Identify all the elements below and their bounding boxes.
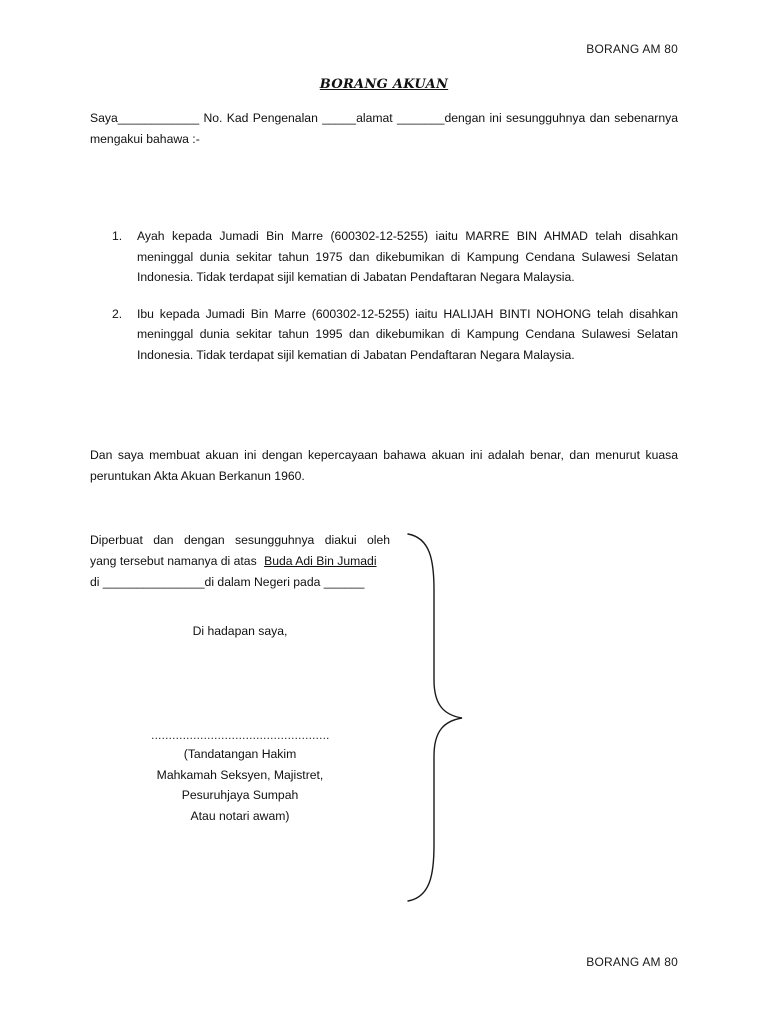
document-title: BORANG AKUAN: [319, 77, 449, 92]
authority-line-4: Atau notari awam): [190, 808, 290, 823]
sign-line-2: [90, 551, 390, 572]
curly-brace-icon: [400, 530, 470, 905]
form-code-header: BORANG AM 80: [586, 42, 678, 56]
authority-line-3: Pesuruhjaya Sumpah: [181, 788, 299, 802]
declaration-list: [112, 226, 678, 365]
authority-signature-block: [140, 728, 340, 826]
sign-line-2-prefix: yang tersebut namanya di atas: [90, 554, 257, 568]
intro-paragraph: Saya____________ No. Kad Pengenalan _____alamat _______dengan ini sesungguhnya dan sebenarnya mengakui bahawa :-: [90, 111, 678, 146]
closing-paragraph: Dan saya membuat akuan ini dengan kepercayaan bahawa akuan ini adalah benar, dan menurut kuasa peruntukan Akta Akuan Berkanun 1960.: [90, 448, 678, 483]
sign-line-1: Diperbuat dan dengan sesungguhnya diakui oleh: [90, 533, 390, 547]
authority-line-2: Mahkamah Seksyen, Majistret,: [156, 767, 324, 782]
declaration-number: 2.: [112, 306, 123, 321]
signature-block: [90, 530, 390, 593]
declaration-text: Ayah kepada Jumadi Bin Marre (600302-12-5255) iaitu MARRE BIN AHMAD telah disahkan meninggal dunia sekitar tahun 1975 dan dikebumikan di Kampung Cendana Sulawesi Selatan Indonesia. Tidak terdapat sijil kematian di Jabatan Pendaftaran Negara Malaysia.: [137, 229, 678, 284]
authority-line-1: (Tandatangan Hakim: [183, 747, 297, 761]
signature-dotted-line: ……………………………………………: [150, 730, 330, 742]
sign-line-3: di _______________di dalam Negeri pada ______: [90, 575, 365, 589]
declarant-name: Buda Adi Bin Jumadi: [264, 554, 377, 568]
declaration-item-1: [112, 226, 678, 288]
form-code-footer: BORANG AM 80: [586, 955, 678, 969]
declaration-number: 1.: [112, 229, 123, 243]
before-me-label: Di hadapan saya,: [192, 624, 288, 638]
declaration-item-2: [112, 304, 678, 366]
declaration-text: Ibu kepada Jumadi Bin Marre (600302-12-5255) iaitu HALIJAH BINTI NOHONG telah disahkan meninggal dunia sekitar tahun 1995 dan dikebumikan di Kampung Cendana Sulawesi Selatan Indonesia. Tidak terdapat sijil kematian di Jabatan Pendaftaran Negara Malaysia.: [137, 306, 678, 362]
